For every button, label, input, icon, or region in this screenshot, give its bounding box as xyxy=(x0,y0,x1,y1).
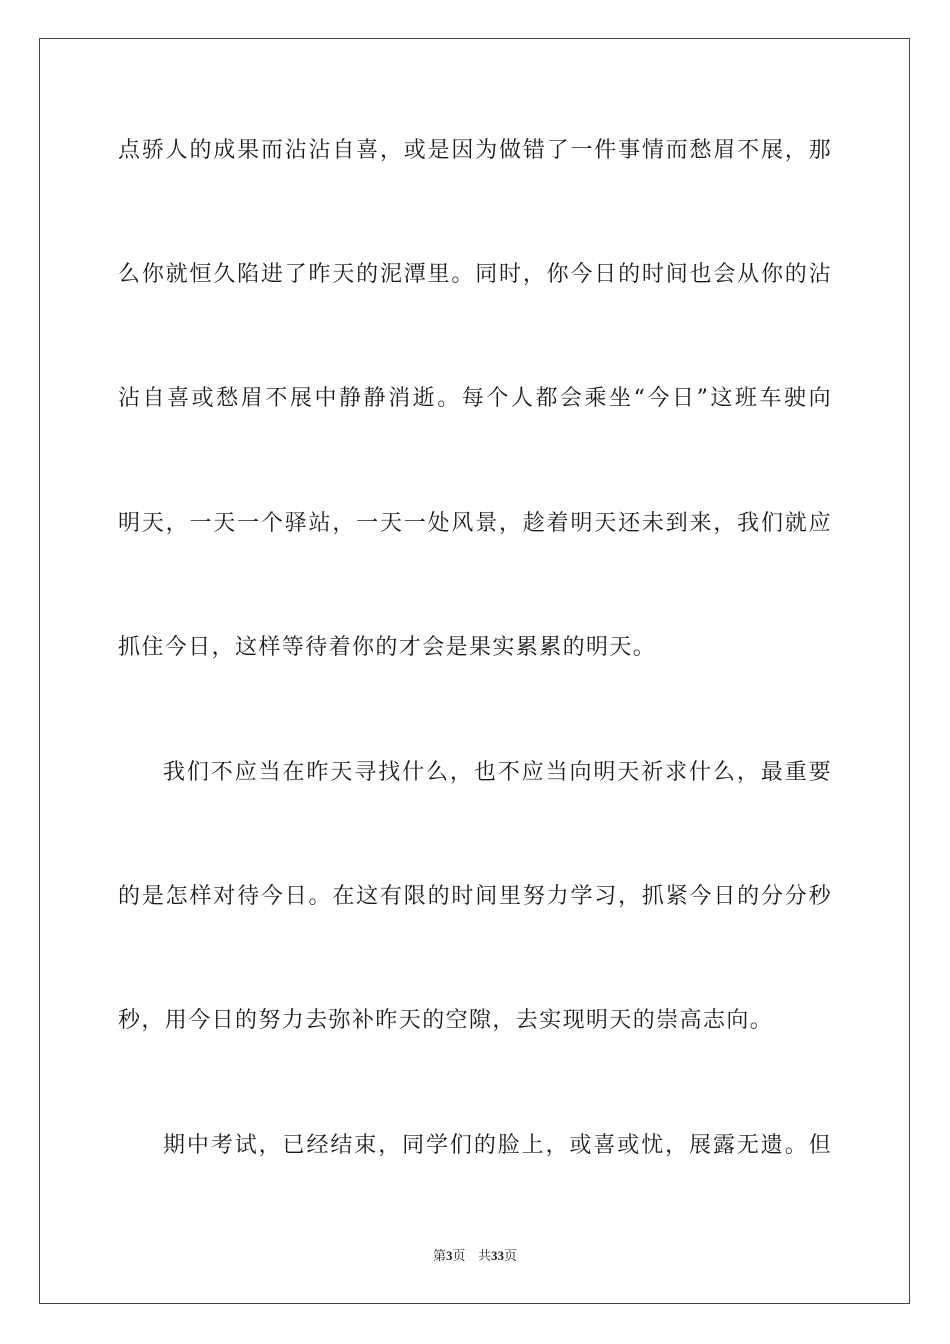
page-suffix: 页 xyxy=(452,1249,466,1264)
body-text-line-9: 期中考试，已经结束，同学们的脸上，或喜或忧，展露无遗。但 xyxy=(163,1133,832,1158)
body-text-line-3: 沾自喜或愁眉不展中静静消逝。每个人都会乘坐“今日”这班车驶向 xyxy=(118,386,832,411)
body-text-line-8: 秒，用今日的努力去弥补昨天的空隙，去实现明天的崇高志向。 xyxy=(118,1008,774,1033)
body-text-line-4: 明天，一天一个驿站，一天一处风景，趁着明天还未到来，我们就应 xyxy=(118,511,832,536)
body-text-line-2: 么你就恒久陷进了昨天的泥潭里。同时，你今日的时间也会从你的沾 xyxy=(118,262,832,287)
total-suffix: 页 xyxy=(503,1249,517,1264)
page-border xyxy=(39,38,910,1304)
body-text-line-6: 我们不应当在昨天寻找什么，也不应当向明天祈求什么，最重要 xyxy=(163,760,832,785)
total-prefix: 共 xyxy=(477,1249,491,1264)
body-text-line-7: 的是怎样对待今日。在这有限的时间里努力学习，抓紧今日的分分秒 xyxy=(118,884,832,909)
body-text-line-1: 点骄人的成果而沾沾自喜，或是因为做错了一件事情而愁眉不展，那 xyxy=(118,138,832,163)
page-number: 3 xyxy=(446,1248,453,1263)
body-text-line-5: 抓住今日，这样等待着你的才会是果实累累的明天。 xyxy=(118,635,657,660)
page-footer xyxy=(0,1247,950,1266)
total-pages: 33 xyxy=(490,1248,504,1263)
page-prefix: 第 xyxy=(433,1249,447,1264)
